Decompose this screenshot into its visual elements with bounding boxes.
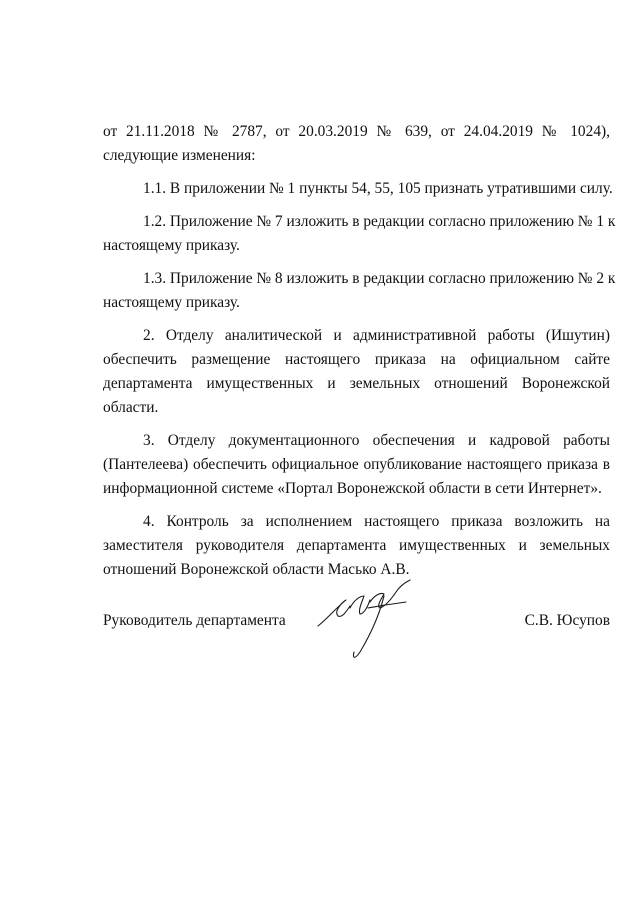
- text-line: заместителя руководителя департамента имущественных и земельных: [103, 537, 610, 554]
- text-line: обеспечить размещение настоящего приказа на официальном сайте: [103, 351, 610, 368]
- text-line: следующие изменения:: [103, 147, 256, 164]
- text-line: 4. Контроль за исполнением настоящего приказа возложить на: [143, 513, 610, 530]
- signer-position: Руководитель департамента: [103, 612, 286, 629]
- text-line: департамента имущественных и земельных отношений Воронежской: [103, 375, 610, 392]
- text-line: 2. Отделу аналитической и административной работы (Ишутин): [143, 327, 610, 344]
- signer-name: С.В. Юсупов: [524, 612, 610, 629]
- text-line: отношений Воронежской области Масько А.В.: [103, 561, 410, 578]
- text-line: от 21.11.2018 № 2787, от 20.03.2019 № 639, от 24.04.2019 № 1024),: [103, 123, 610, 140]
- text-line: информационной системе «Портал Воронежской области в сети Интернет».: [103, 480, 602, 497]
- handwritten-signature: [310, 578, 420, 663]
- text-line: (Пантелеева) обеспечить официальное опубликование настоящего приказа в: [103, 456, 610, 473]
- text-line: настоящему приказу.: [103, 294, 240, 311]
- text-line: 1.1. В приложении № 1 пункты 54, 55, 105 признать утратившими силу.: [143, 180, 613, 197]
- text-line: 3. Отделу документационного обеспечения и кадровой работы: [143, 432, 610, 449]
- text-line: 1.3. Приложение № 8 изложить в редакции согласно приложению № 2 к: [143, 270, 616, 287]
- text-line: настоящему приказу.: [103, 237, 240, 254]
- text-line: области.: [103, 399, 159, 416]
- text-line: 1.2. Приложение № 7 изложить в редакции согласно приложению № 1 к: [143, 213, 616, 230]
